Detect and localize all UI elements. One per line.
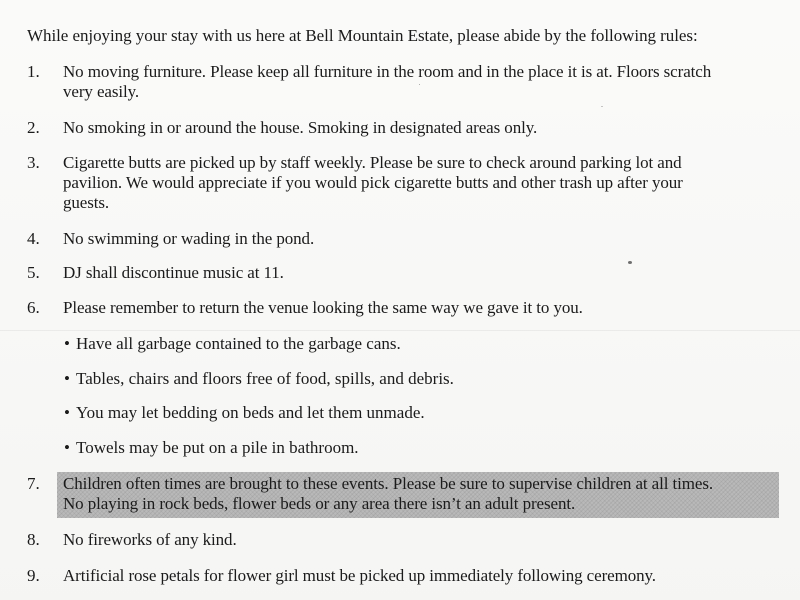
bullet-item	[64, 334, 764, 354]
rule-line: No playing in rock beds, flower beds or any area there isn’t an adult present.	[63, 494, 576, 513]
bullet-item	[64, 403, 764, 423]
paper-speck	[601, 106, 603, 107]
rule-text	[63, 474, 785, 514]
rule-line: No fireworks of any kind.	[63, 530, 237, 549]
rule-line: Cigarette butts are picked up by staff weekly. Please be sure to check around parking lot and	[63, 153, 682, 172]
rule-line: No moving furniture. Please keep all furniture in the room and in the place it is at. Floors scratch	[63, 62, 712, 81]
bullet-dot: •	[64, 369, 70, 388]
rule-line: Children often times are brought to these events. Please be sure to supervise children at all times.	[63, 474, 713, 493]
bullet-text: You may let bedding on beds and let them unmade.	[76, 403, 425, 422]
intro-text: While enjoying your stay with us here at Bell Mountain Estate, please abide by the following rules:	[27, 26, 698, 45]
rule-line: Artificial rose petals for flower girl must be picked up immediately following ceremony.	[63, 566, 656, 585]
rule-number: 5.	[27, 263, 40, 282]
rule-number: 8.	[27, 530, 40, 549]
bullet-text: Have all garbage contained to the garbage cans.	[76, 334, 401, 353]
rule-line: guests.	[63, 193, 110, 212]
bullet-dot: •	[64, 403, 70, 422]
paper-fold-line	[0, 330, 800, 331]
rule-number: 3.	[27, 153, 40, 172]
bullet-item	[64, 369, 764, 389]
bullet-text: Tables, chairs and floors free of food, spills, and debris.	[76, 369, 454, 388]
rule-number: 1.	[27, 62, 40, 81]
rule-text	[63, 298, 785, 318]
rule-number: 4.	[27, 229, 40, 248]
bullet-dot: •	[64, 334, 70, 353]
rule-line: No swimming or wading in the pond.	[63, 229, 315, 248]
rule-text	[63, 263, 785, 283]
bullet-item	[64, 438, 764, 458]
bullet-dot: •	[64, 438, 70, 457]
rule-number: 6.	[27, 298, 40, 317]
rule-number: 9.	[27, 566, 40, 585]
rule-text	[63, 229, 785, 249]
rule-text	[63, 566, 785, 586]
rule-text	[63, 530, 785, 550]
rule-line: very easily.	[63, 82, 140, 101]
rule-line: No smoking in or around the house. Smoking in designated areas only.	[63, 118, 538, 137]
rule-text	[63, 118, 785, 138]
rule-text	[63, 62, 785, 102]
bullet-text: Towels may be put on a pile in bathroom.	[76, 438, 359, 457]
rule-number: 2.	[27, 118, 40, 137]
rule-line: DJ shall discontinue music at 11.	[63, 263, 284, 282]
rule-line: pavilion. We would appreciate if you would pick cigarette butts and other trash up after your	[63, 173, 683, 192]
rule-text	[63, 153, 785, 213]
rule-number: 7.	[27, 474, 40, 493]
rule-line: Please remember to return the venue looking the same way we gave it to you.	[63, 298, 583, 317]
